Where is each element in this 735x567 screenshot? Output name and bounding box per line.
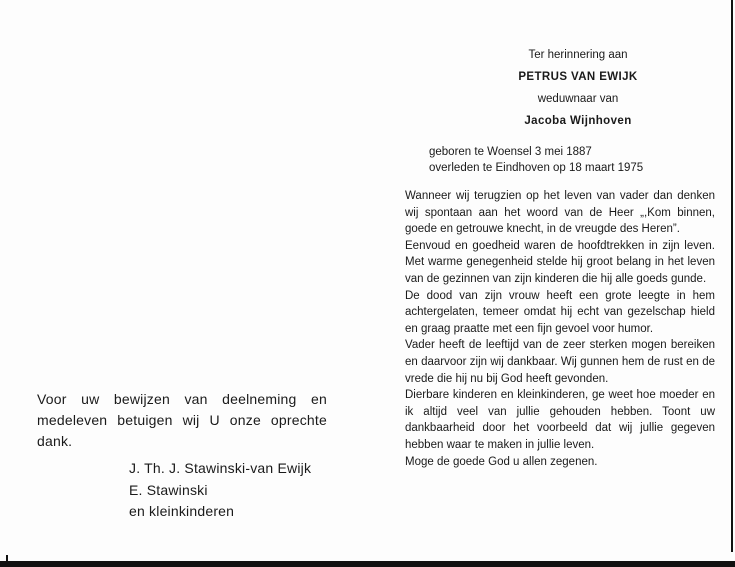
memorial-paragraph: Eenvoud en goedheid waren de hoofdtrekken in zijn leven. Met warme genegenheid stelde hij groot belang in het leven van de gezinnen van zijn kinderen die hij alle goeds gunde. — [405, 239, 715, 285]
deceased-name: PETRUS VAN EWIJK — [518, 71, 638, 83]
life-dates — [429, 144, 715, 176]
memorial-paragraph: Vader heeft de leeftijd van de zeer sterken mogen bereiken en daarvoor zijn wij dankbaar. Wij gunnen hem de rust en de vrede die hij nu bij God heeft gevonden. — [405, 339, 715, 385]
memorial-paragraph: Wanneer wij terugzien op het leven van vader dan denken wij spontaan aan het woord van de Heer „,Kom binnen, goede en getrouwe knecht, in de vreugde des Heren”. — [405, 190, 715, 236]
spouse-name: Jacoba Wijnhoven — [524, 115, 632, 127]
memorial-paragraph: Moge de goede God u allen zegenen. — [405, 455, 598, 468]
birth-line: geboren te Woensel 3 mei 1887 — [429, 146, 592, 158]
card-edge-mark — [6, 555, 8, 567]
thanks-text: Voor uw bewijzen van deelneming en medeleven betuigen wij U onze oprechte dank. — [37, 391, 327, 449]
signers-list — [37, 458, 327, 523]
card-edge-bottom — [0, 561, 735, 567]
remembrance-panel — [405, 44, 715, 470]
memorial-text — [405, 188, 715, 470]
signer-line: E. Stawinski — [129, 481, 208, 498]
death-line: overleden te Eindhoven op 18 maart 1975 — [429, 162, 644, 174]
memorial-paragraph: Dierbare kinderen en kleinkinderen, ge weet hoe moeder en ik altijd veel van jullie gehouden hebben. Toont uw dankbaarheid door het voorbeeld dat wij jullie gegeven hebben waar te maken in jullie leven. — [405, 389, 715, 451]
signer-line: en kleinkinderen — [129, 503, 235, 519]
signer-line: J. Th. J. Stawinski-van Ewijk — [129, 460, 312, 476]
memorial-paragraph: De dood van zijn vrouw heeft een grote leegte in hem achtergelaten, temeer omdat hij echt van gezelschap hield en graag praatte met een fijn gevoel voor humor. — [405, 289, 715, 335]
intro-line: Ter herinnering aan — [528, 49, 628, 61]
acknowledgement-panel — [37, 389, 327, 523]
widower-line: weduwnaar van — [537, 93, 619, 105]
card-edge-right — [731, 0, 733, 552]
